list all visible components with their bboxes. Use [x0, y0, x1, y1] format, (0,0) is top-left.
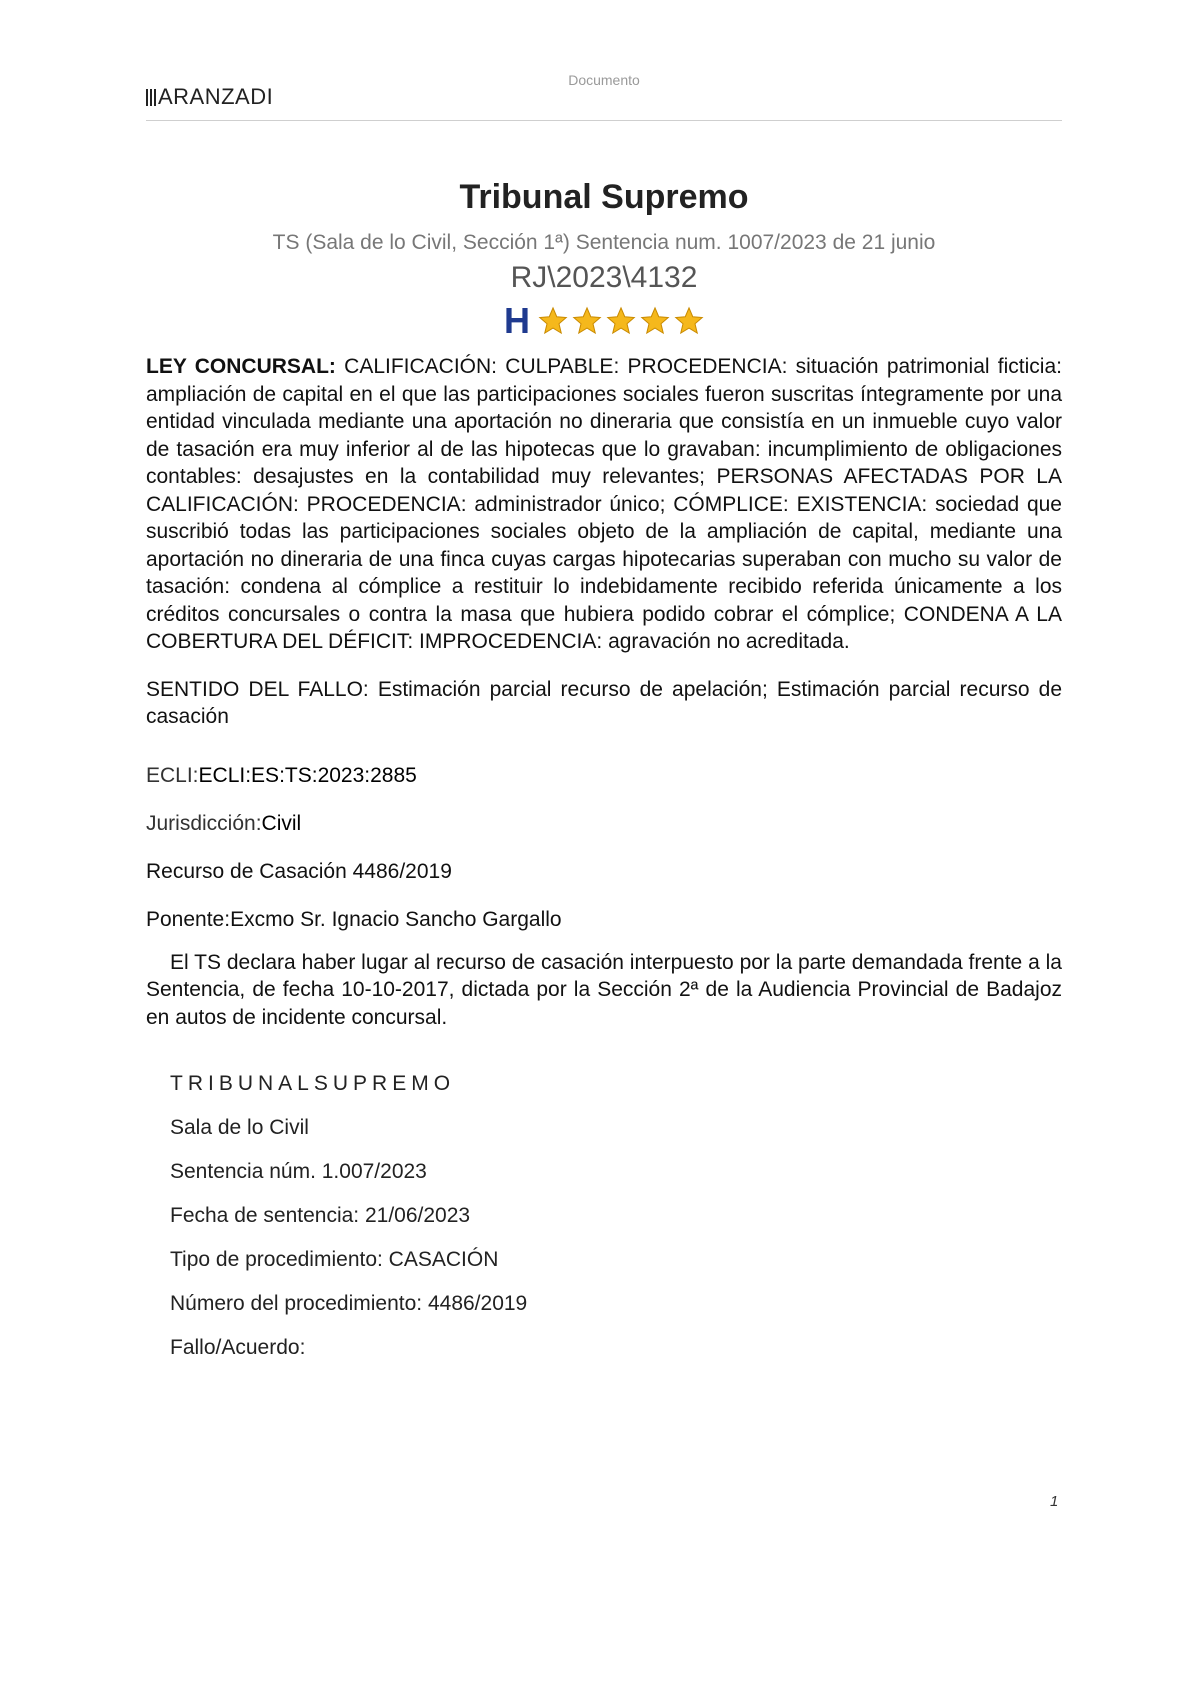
- recurso-line: Recurso de Casación 4486/2019: [146, 859, 452, 883]
- numero-line: Número del procedimiento: 4486/2019: [170, 1292, 528, 1315]
- case-summary: [146, 353, 1062, 656]
- ecli-line: [146, 763, 1062, 789]
- court-name: TRIBUNALSUPREMO: [170, 1072, 456, 1095]
- decision-paragraph: El TS declara haber lugar al recurso de casación interpuesto por la parte demandada frente a la Sentencia, de fecha 10-10-2017, dictada por la Sección 2ª de la Audiencia Provincial de Badajoz en autos de incidente concursal.: [146, 950, 1062, 1029]
- jurisdiccion-value: Civil: [261, 811, 302, 835]
- ponente-line: Ponente:Excmo Sr. Ignacio Sancho Gargallo: [146, 907, 562, 931]
- document-body: [146, 178, 1062, 1379]
- fallo-acuerdo-line: Fallo/Acuerdo:: [170, 1336, 306, 1359]
- tipo-line: Tipo de procedimiento: CASACIÓN: [170, 1248, 499, 1271]
- rj-reference: RJ\2023\4132: [510, 261, 698, 294]
- star-icon: [674, 306, 704, 336]
- ecli-value: ECLI:ES:TS:2023:2885: [198, 763, 417, 787]
- jurisdiccion-label: Jurisdicción:: [146, 811, 262, 835]
- document-header: [146, 60, 1062, 121]
- logo-text: ARANZADI: [158, 84, 274, 109]
- page-number: 1: [1050, 1493, 1059, 1510]
- page-title: Tribunal Supremo: [459, 178, 749, 216]
- relevance-rating: [146, 300, 1062, 341]
- logo-bars-icon: [146, 89, 156, 106]
- sentencia-line: Sentencia núm. 1.007/2023: [170, 1160, 427, 1183]
- sentence-subtitle: TS (Sala de lo Civil, Sección 1ª) Sentencia num. 1007/2023 de 21 junio: [272, 231, 936, 254]
- star-icon: [606, 306, 636, 336]
- document-label: Documento: [568, 72, 640, 88]
- sentido-del-fallo: SENTIDO DEL FALLO: Estimación parcial recurso de apelación; Estimación parcial recurso de casación: [146, 677, 1062, 728]
- star-icon: [572, 306, 602, 336]
- sentence-details: [146, 1071, 1062, 1361]
- fecha-line: Fecha de sentencia: 21/06/2023: [170, 1204, 471, 1227]
- star-icon: [640, 306, 670, 336]
- ecli-label: ECLI:: [146, 763, 199, 787]
- rating-letter: H: [504, 300, 530, 341]
- summary-keyword: LEY CONCURSAL:: [146, 355, 336, 378]
- sala-line: Sala de lo Civil: [170, 1116, 309, 1139]
- jurisdiccion-line: [146, 811, 1062, 837]
- summary-text: CALIFICACIÓN: CULPABLE: PROCEDENCIA: situación patrimonial ficticia: ampliación de capital en el que las participaciones sociales fueron suscritas íntegramente por una entidad vinculada mediante una aportación no dineraria que consistía en un inmueble cuyo valor de tasación era muy inferior al de las hipotecas que lo gravaban: incumplimiento de obligaciones contables: desajustes en la contabilidad muy relevantes; PERSONAS AFECTADAS POR LA CALIFICACIÓN: PROCEDENCIA: administrador único; CÓMPLICE: EXISTENCIA: sociedad que suscribió todas las participaciones sociales objeto de la ampliación de capital, mediante una aportación no dineraria de una finca cuyas cargas hipotecarias superaban con mucho su valor de tasación: condena al cómplice a restituir lo indebidamente recibido referida únicamente a los créditos concursales o contra la masa que hubiera podido cobrar el cómplice; CONDENA A LA COBERTURA DEL DÉFICIT: IMPROCEDENCIA: agravación no acreditada.: [146, 355, 1062, 653]
- star-icon: [538, 306, 568, 336]
